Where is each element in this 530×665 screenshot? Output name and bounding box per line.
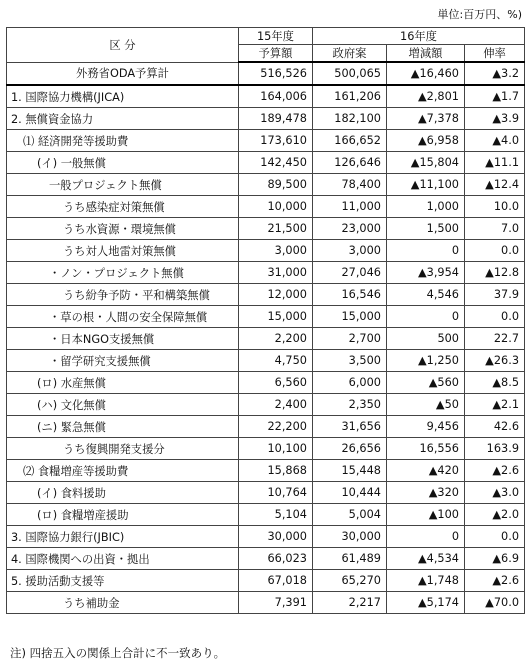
row-label: (ロ) 水産無償 bbox=[7, 372, 239, 394]
value-diff: ▲320 bbox=[387, 482, 465, 504]
table-row bbox=[7, 328, 525, 350]
value-diff: ▲560 bbox=[387, 372, 465, 394]
row-label: ・ノン・プロジェクト無償 bbox=[7, 262, 239, 284]
table-row bbox=[7, 460, 525, 482]
value-rate: ▲2.6 bbox=[465, 570, 525, 592]
row-label: ⑵ 食糧増産等援助費 bbox=[7, 460, 239, 482]
value-gov: 2,350 bbox=[313, 394, 387, 416]
value-fy15: 516,526 bbox=[239, 62, 313, 85]
value-fy15: 2,200 bbox=[239, 328, 313, 350]
table-row bbox=[7, 262, 525, 284]
table-row bbox=[7, 152, 525, 174]
value-fy15: 89,500 bbox=[239, 174, 313, 196]
row-label: 1. 国際協力機構(JICA) bbox=[7, 85, 239, 108]
value-gov: 2,700 bbox=[313, 328, 387, 350]
value-rate: ▲6.9 bbox=[465, 548, 525, 570]
value-rate: ▲70.0 bbox=[465, 592, 525, 614]
value-rate: 163.9 bbox=[465, 438, 525, 460]
value-gov: 6,000 bbox=[313, 372, 387, 394]
value-diff: ▲15,804 bbox=[387, 152, 465, 174]
value-gov: 27,046 bbox=[313, 262, 387, 284]
value-fy15: 173,610 bbox=[239, 130, 313, 152]
value-gov: 166,652 bbox=[313, 130, 387, 152]
value-rate: 22.7 bbox=[465, 328, 525, 350]
table-row bbox=[7, 218, 525, 240]
value-fy15: 30,000 bbox=[239, 526, 313, 548]
value-diff: 1,000 bbox=[387, 196, 465, 218]
table-row bbox=[7, 394, 525, 416]
value-fy15: 15,000 bbox=[239, 306, 313, 328]
value-rate: ▲12.8 bbox=[465, 262, 525, 284]
row-label: 3. 国際協力銀行(JBIC) bbox=[7, 526, 239, 548]
table-row bbox=[7, 85, 525, 108]
value-fy15: 10,100 bbox=[239, 438, 313, 460]
value-diff: 0 bbox=[387, 240, 465, 262]
value-rate: ▲2.0 bbox=[465, 504, 525, 526]
value-diff: ▲4,534 bbox=[387, 548, 465, 570]
value-gov: 78,400 bbox=[313, 174, 387, 196]
row-label: 一般プロジェクト無償 bbox=[7, 174, 239, 196]
table-body bbox=[7, 62, 525, 614]
row-label: (ニ) 緊急無償 bbox=[7, 416, 239, 438]
value-rate: ▲2.1 bbox=[465, 394, 525, 416]
value-gov: 23,000 bbox=[313, 218, 387, 240]
value-rate: ▲8.5 bbox=[465, 372, 525, 394]
table-row bbox=[7, 62, 525, 85]
value-gov: 65,270 bbox=[313, 570, 387, 592]
value-fy15: 189,478 bbox=[239, 108, 313, 130]
table-row bbox=[7, 372, 525, 394]
value-diff: ▲100 bbox=[387, 504, 465, 526]
table-row bbox=[7, 438, 525, 460]
row-label: ・草の根・人間の安全保障無償 bbox=[7, 306, 239, 328]
value-gov: 15,000 bbox=[313, 306, 387, 328]
value-diff: ▲50 bbox=[387, 394, 465, 416]
value-rate: ▲3.0 bbox=[465, 482, 525, 504]
value-rate: ▲2.6 bbox=[465, 460, 525, 482]
header-rate: 伸率 bbox=[465, 45, 525, 63]
header-diff: 増減額 bbox=[387, 45, 465, 63]
row-label: ・日本NGO支援無償 bbox=[7, 328, 239, 350]
header-row-1 bbox=[7, 28, 525, 45]
table-row bbox=[7, 130, 525, 152]
value-diff: ▲16,460 bbox=[387, 62, 465, 85]
value-fy15: 4,750 bbox=[239, 350, 313, 372]
value-diff: ▲3,954 bbox=[387, 262, 465, 284]
value-gov: 31,656 bbox=[313, 416, 387, 438]
row-label: うち紛争予防・平和構築無償 bbox=[7, 284, 239, 306]
row-label: 2. 無償資金協力 bbox=[7, 108, 239, 130]
value-rate: ▲26.3 bbox=[465, 350, 525, 372]
value-gov: 16,546 bbox=[313, 284, 387, 306]
row-label: うち対人地雷対策無償 bbox=[7, 240, 239, 262]
row-label: うち感染症対策無償 bbox=[7, 196, 239, 218]
value-gov: 3,500 bbox=[313, 350, 387, 372]
value-gov: 126,646 bbox=[313, 152, 387, 174]
table-row bbox=[7, 284, 525, 306]
header-gov: 政府案 bbox=[313, 45, 387, 63]
table-row bbox=[7, 350, 525, 372]
value-fy15: 164,006 bbox=[239, 85, 313, 108]
row-label: ・留学研究支援無償 bbox=[7, 350, 239, 372]
value-rate: 0.0 bbox=[465, 240, 525, 262]
header-fy15: 15年度 bbox=[239, 28, 313, 45]
value-diff: 0 bbox=[387, 306, 465, 328]
value-gov: 61,489 bbox=[313, 548, 387, 570]
row-label: ⑴ 経済開発等援助費 bbox=[7, 130, 239, 152]
value-fy15: 31,000 bbox=[239, 262, 313, 284]
value-rate: 0.0 bbox=[465, 306, 525, 328]
value-fy15: 10,764 bbox=[239, 482, 313, 504]
value-diff: 4,546 bbox=[387, 284, 465, 306]
table-row bbox=[7, 306, 525, 328]
value-diff: ▲1,748 bbox=[387, 570, 465, 592]
value-fy15: 142,450 bbox=[239, 152, 313, 174]
unit-label: 単位:百万円、%) bbox=[437, 8, 522, 21]
value-fy15: 66,023 bbox=[239, 548, 313, 570]
value-diff: ▲11,100 bbox=[387, 174, 465, 196]
row-label: うち補助金 bbox=[7, 592, 239, 614]
value-fy15: 10,000 bbox=[239, 196, 313, 218]
value-diff: ▲2,801 bbox=[387, 85, 465, 108]
value-rate: 7.0 bbox=[465, 218, 525, 240]
row-label: 外務省ODA予算計 bbox=[7, 62, 239, 85]
table-row bbox=[7, 174, 525, 196]
value-fy15: 7,391 bbox=[239, 592, 313, 614]
value-gov: 5,004 bbox=[313, 504, 387, 526]
table-row bbox=[7, 108, 525, 130]
value-diff: 9,456 bbox=[387, 416, 465, 438]
value-fy15: 12,000 bbox=[239, 284, 313, 306]
value-fy15: 3,000 bbox=[239, 240, 313, 262]
row-label: 4. 国際機関への出資・拠出 bbox=[7, 548, 239, 570]
value-rate: 37.9 bbox=[465, 284, 525, 306]
value-gov: 182,100 bbox=[313, 108, 387, 130]
value-gov: 10,444 bbox=[313, 482, 387, 504]
value-diff: ▲6,958 bbox=[387, 130, 465, 152]
value-rate: 42.6 bbox=[465, 416, 525, 438]
table-row bbox=[7, 548, 525, 570]
value-rate: ▲4.0 bbox=[465, 130, 525, 152]
table-row bbox=[7, 416, 525, 438]
table-row bbox=[7, 240, 525, 262]
header-kubun: 区 分 bbox=[7, 28, 239, 63]
row-label: (ハ) 文化無償 bbox=[7, 394, 239, 416]
value-rate: ▲3.9 bbox=[465, 108, 525, 130]
value-diff: 1,500 bbox=[387, 218, 465, 240]
value-fy15: 15,868 bbox=[239, 460, 313, 482]
value-gov: 161,206 bbox=[313, 85, 387, 108]
value-fy15: 67,018 bbox=[239, 570, 313, 592]
table-row bbox=[7, 196, 525, 218]
row-label: 5. 援助活動支援等 bbox=[7, 570, 239, 592]
value-diff: ▲5,174 bbox=[387, 592, 465, 614]
row-label: (イ) 食料援助 bbox=[7, 482, 239, 504]
table-row bbox=[7, 570, 525, 592]
value-gov: 30,000 bbox=[313, 526, 387, 548]
value-fy15: 21,500 bbox=[239, 218, 313, 240]
value-fy15: 6,560 bbox=[239, 372, 313, 394]
value-diff: ▲1,250 bbox=[387, 350, 465, 372]
value-fy15: 5,104 bbox=[239, 504, 313, 526]
value-gov: 26,656 bbox=[313, 438, 387, 460]
value-diff: ▲7,378 bbox=[387, 108, 465, 130]
row-label: うち水資源・環境無償 bbox=[7, 218, 239, 240]
value-fy15: 22,200 bbox=[239, 416, 313, 438]
value-gov: 500,065 bbox=[313, 62, 387, 85]
footnote: 注) 四捨五入の関係上合計に不一致あり。 bbox=[10, 646, 226, 660]
row-label: うち復興開発支援分 bbox=[7, 438, 239, 460]
value-rate: ▲11.1 bbox=[465, 152, 525, 174]
table-row bbox=[7, 526, 525, 548]
row-label: (イ) 一般無償 bbox=[7, 152, 239, 174]
value-rate: ▲12.4 bbox=[465, 174, 525, 196]
header-fy16: 16年度 bbox=[313, 28, 525, 45]
value-diff: 500 bbox=[387, 328, 465, 350]
header-fy15-sub: 予算額 bbox=[239, 45, 313, 63]
table-row bbox=[7, 482, 525, 504]
value-diff: ▲420 bbox=[387, 460, 465, 482]
value-diff: 16,556 bbox=[387, 438, 465, 460]
table-row bbox=[7, 504, 525, 526]
table-row bbox=[7, 592, 525, 614]
value-rate: 10.0 bbox=[465, 196, 525, 218]
value-gov: 3,000 bbox=[313, 240, 387, 262]
value-fy15: 2,400 bbox=[239, 394, 313, 416]
oda-budget-table bbox=[6, 27, 525, 614]
value-diff: 0 bbox=[387, 526, 465, 548]
value-rate: ▲1.7 bbox=[465, 85, 525, 108]
value-rate: ▲3.2 bbox=[465, 62, 525, 85]
row-label: (ロ) 食糧増産援助 bbox=[7, 504, 239, 526]
value-gov: 15,448 bbox=[313, 460, 387, 482]
value-rate: 0.0 bbox=[465, 526, 525, 548]
value-gov: 11,000 bbox=[313, 196, 387, 218]
value-gov: 2,217 bbox=[313, 592, 387, 614]
